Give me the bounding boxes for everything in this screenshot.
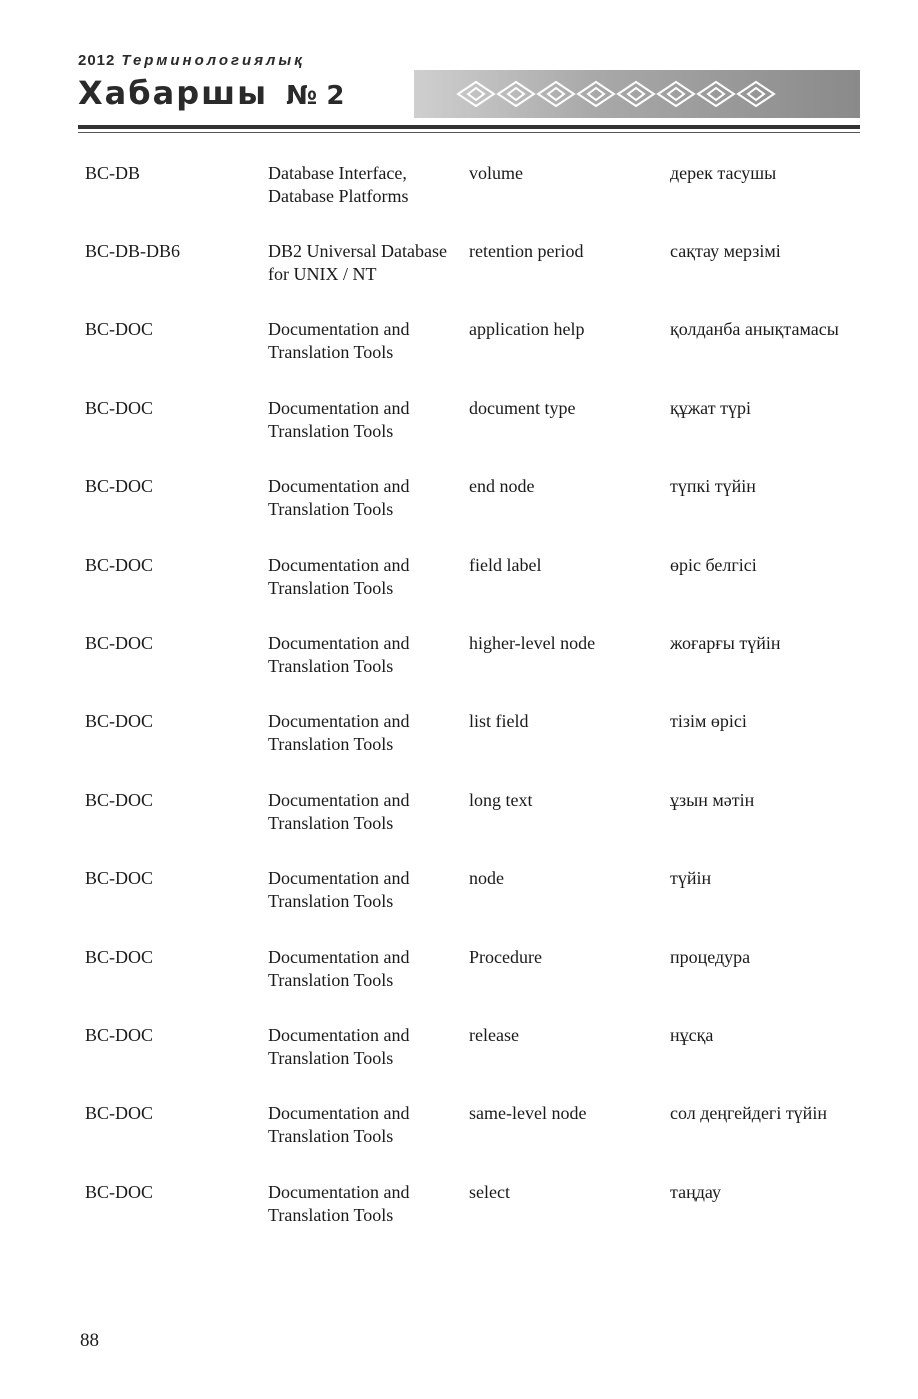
component-name: DB2 Universal Database for UNIX / NT (268, 241, 447, 284)
component-code: BC-DB-DB6 (85, 241, 181, 261)
kazakh-term: таңдау (670, 1181, 721, 1202)
component-code: BC-DOC (85, 554, 154, 575)
terminology-table (85, 162, 865, 1259)
kazakh-term: нұсқа (670, 1024, 714, 1045)
kazakh-term: тізім өрісі (670, 711, 747, 732)
table-row (85, 318, 865, 396)
component-name: Database Interface, Database Platforms (268, 163, 409, 206)
component-code: BC-DOC (85, 1024, 154, 1045)
kazakh-term: түпкі түйін (670, 476, 756, 497)
table-row (85, 397, 865, 475)
english-term: document type (469, 397, 576, 418)
journal-year: 2012 (78, 52, 116, 69)
journal-issue: № 2 (286, 81, 345, 111)
english-term: select (469, 1181, 510, 1202)
kazakh-term: ұзын мәтін (670, 789, 755, 810)
component-name: Documentation and Translation Tools (268, 789, 410, 833)
kazakh-term: процедура (670, 946, 751, 967)
table-row (85, 632, 865, 710)
ornament-pattern-icon (454, 76, 784, 112)
english-term: Procedure (469, 946, 542, 967)
journal-title-line (78, 74, 344, 112)
component-name: Documentation and Translation Tools (268, 319, 410, 363)
table-row (85, 475, 865, 553)
component-code: BC-DOC (85, 868, 154, 889)
english-term: long text (469, 789, 533, 810)
kazakh-term: дерек тасушы (670, 163, 777, 183)
component-code: BC-DOC (85, 789, 154, 810)
english-term: field label (469, 554, 542, 575)
table-row (85, 240, 865, 318)
ornament-banner (414, 70, 860, 118)
table-row (85, 789, 865, 867)
component-code: BC-DB (85, 163, 141, 183)
component-name: Documentation and Translation Tools (268, 946, 410, 990)
kazakh-term: қолданба анықтамасы (670, 319, 839, 340)
english-term: node (469, 868, 504, 889)
table-row (85, 867, 865, 945)
component-code: BC-DOC (85, 711, 154, 732)
english-term: retention period (469, 241, 584, 261)
english-term: volume (469, 163, 523, 183)
page-number: 88 (80, 1330, 99, 1351)
journal-title: Хабаршы (78, 74, 269, 112)
component-name: Documentation and Translation Tools (268, 476, 410, 520)
kazakh-term: құжат түрі (670, 397, 751, 418)
kazakh-term: сақтау мерзімі (670, 241, 781, 261)
kazakh-term: сол деңгейдегі түйін (670, 1103, 827, 1124)
english-term: release (469, 1024, 519, 1045)
component-code: BC-DOC (85, 946, 154, 967)
component-code: BC-DOC (85, 1103, 154, 1124)
component-code: BC-DOC (85, 476, 154, 497)
english-term: application help (469, 319, 585, 340)
component-name: Documentation and Translation Tools (268, 1181, 410, 1225)
table-row (85, 946, 865, 1024)
journal-series: Терминологиялық (121, 52, 305, 69)
component-name: Documentation and Translation Tools (268, 554, 410, 598)
journal-series-line (78, 52, 305, 69)
english-term: same-level node (469, 1103, 587, 1124)
component-name: Documentation and Translation Tools (268, 711, 410, 755)
component-code: BC-DOC (85, 319, 154, 340)
table-row (85, 1181, 865, 1259)
table-row (85, 1102, 865, 1180)
english-term: list field (469, 711, 529, 732)
component-code: BC-DOC (85, 397, 154, 418)
component-code: BC-DOC (85, 632, 154, 653)
header-rule-thick (78, 125, 860, 129)
header-rule-thin (78, 132, 860, 133)
component-name: Documentation and Translation Tools (268, 868, 410, 912)
kazakh-term: түйін (670, 868, 712, 889)
table-row (85, 710, 865, 788)
component-name: Documentation and Translation Tools (268, 1103, 410, 1147)
running-header (78, 50, 860, 140)
table-row (85, 1024, 865, 1102)
component-name: Documentation and Translation Tools (268, 632, 410, 676)
kazakh-term: жоғарғы түйін (670, 632, 781, 653)
component-name: Documentation and Translation Tools (268, 1024, 410, 1068)
kazakh-term: өріс белгісі (670, 554, 757, 575)
english-term: higher-level node (469, 632, 596, 653)
english-term: end node (469, 476, 535, 497)
component-code: BC-DOC (85, 1181, 154, 1202)
table-row (85, 162, 865, 240)
table-row (85, 554, 865, 632)
component-name: Documentation and Translation Tools (268, 397, 410, 441)
